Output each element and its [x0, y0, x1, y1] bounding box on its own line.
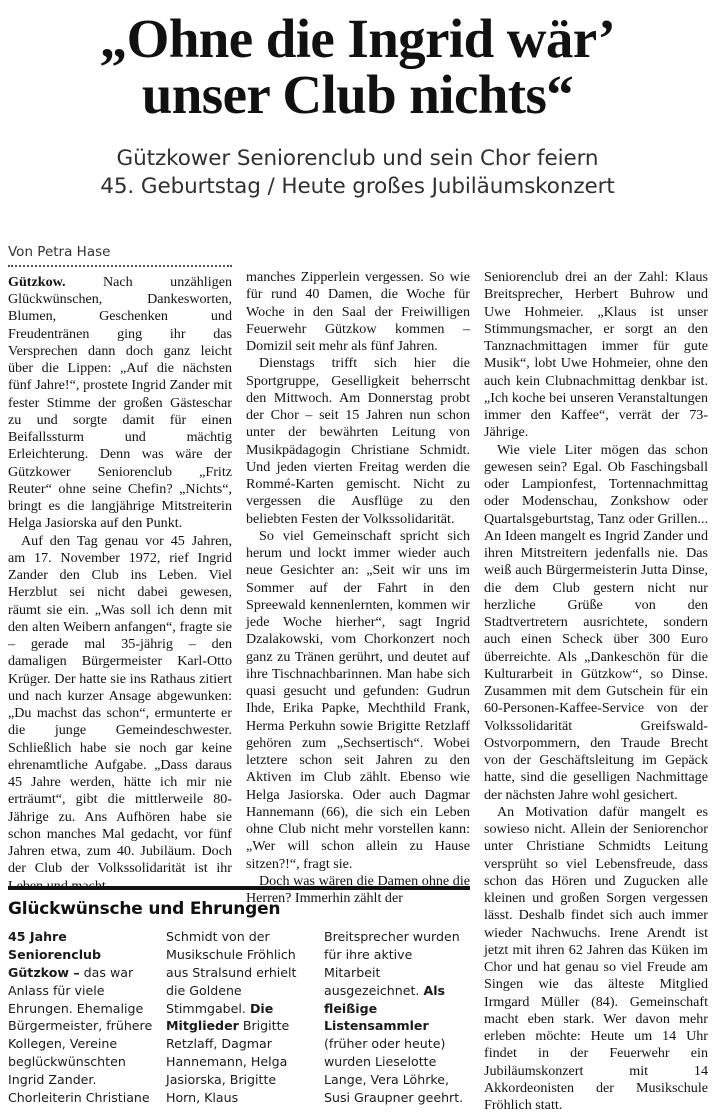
- column-top-spacer: [246, 244, 470, 269]
- column-top-spacer: [484, 244, 708, 269]
- paragraph: Auf den Tag genau vor 45 Jahren, am 17. November 1972, rief Ingrid Zander den Club ins Leben. Viel Herzblut sei nicht dabei gewesen, räumt sie ein. „Was soll ich denn mit den alten Weibern anfangen“, fragte sie – gerade mal 35-jährig – den damaligen Bürgermeister Karl-Otto Krüger. Der hatte sie ins Rathaus zitiert und nach kurzer Ansage abgewunken: „Du machst das schon“, ermunterte er die junge Gemeindeschwester. Schließlich habe sie noch gar keine ehrenamtliche Aufgabe. „Dass daraus 45 Jahre werden, hätte ich mir nie erträumt“, gibt die mittlerweile 80-Jährige zu. Ans Aufhören habe sie schon manches Mal gedacht, vor fünf Jahren etwa, zum 40. Jubiläum. Doch der Club der Volkssolidarität ist ihr Leben und macht: [8, 532, 232, 894]
- infobox-column-1: [8, 928, 153, 1107]
- article-subheadline: [30, 145, 685, 201]
- infobox-text-1: das war Anlass für viele Ehrungen. Ehemalige Bürgermeister, frühere Kollegen, Vereine beglückwünschten Ingrid Zander. Chorleiterin Christiane: [8, 964, 153, 1105]
- infobox-text-2a: Schmidt von der Musikschule Fröhlich aus Stralsund erhielt die Goldene Stimmgabel.: [166, 929, 297, 1016]
- infobox-column-3: [324, 928, 469, 1107]
- paragraph: manches Zipperlein vergessen. So wie für rund 40 Damen, die Woche für Woche in den Saal der Freiwilligen Feuerwehr Gützkow kommen – Domizil seit mehr als fünf Jahren.: [246, 269, 470, 354]
- subheadline-line-1: Gützkower Seniorenclub und sein Chor feiern: [116, 145, 599, 171]
- infobox-lead-2: Die Mitglieder: [166, 1000, 274, 1034]
- paragraph: Dienstags trifft sich hier die Sportgruppe, Geselligkeit beherrscht den Mittwoch. Am Donnerstag probt der Chor – seit 15 Jahren nun schon unter der bewährten Leitung von Musikpädagogin Christiane Schmidt. Und jeden vierten Freitag werden die Rommé-Karten gemischt. Nicht zu vergessen die Ausflüge zu den beliebten Festen der Volkssolidarität.: [246, 355, 470, 527]
- infobox-top-rule: [8, 886, 470, 890]
- paragraph-text: Nach unzähligen Glückwünschen, Dankesworten, Blumen, Geschenken und Freudentränen ging ihr das Versprechen dann doch ganz leicht über die Lippen: „Auf die nächsten fünf Jahre!“, prostete Ingrid Zander mit fester Stimme der großen Gästeschar zu und sorgte damit für einen Beifallssturm und mächtig Erleichterung. Denn was wäre der Gützkower Seniorenclub „Fritz Reuter“ ohne seine Chefin? „Nichts“, bringt es die langjährige Mitstreiterin Helga Jasiorska auf den Punkt.: [8, 273, 232, 532]
- byline-dotted-divider: [8, 265, 232, 267]
- headline-line-1: „Ohne die Ingrid wär’: [99, 8, 616, 69]
- paragraph: Wie viele Liter mögen das schon gewesen sein? Egal. Ob Faschingsball oder Lampionfest, Tortennachmittag oder Modenschau, Zonkshow oder Quartalsgeburtstag, Tanz oder Grillen... An Ideen mangelt es Ingrid Zander und ihren Mitstreitern jedenfalls nie. Das weiß auch Bürgermeisterin Jutta Dinse, die dem Club gestern nicht nur herzliche Grüße von den Stadtvertretern ausrichtete, sondern auch einen Scheck über 300 Euro überreichte. Als „Dankeschön für die Kulturarbeit in Gützkow“, so Dinse. Zusammen mit dem Gutschein für ein 60-Personen-Kaffee-Service von der Volkssolidarität Greifswald-Ostvorpommern, den Traude Brecht von der Geschäftsleitung im Gepäck hatte, sind die geselligen Nachmittage der nächsten Jahre wohl gesichert.: [484, 441, 708, 803]
- infobox-columns: [8, 928, 470, 1107]
- paragraph: So viel Gemeinschaft spricht sich herum und lockt immer wieder auch neue Gesichter an: „Seit wir uns im Sommer auf der Fahrt in den Spreewald kennenlernten, kommen wir jede Woche hierher“, sagt Ingrid Dzalakowski, vom Chorkonzert noch ganz zu Tränen gerührt, und deutet auf ihre Tischnachbarinnen. Man habe sich quasi gesucht und gefunden: Gudrun Ihde, Erika Papke, Mechthild Frank, Herma Perkuhn sowie Brigitte Retzlaff gehören zum „Sechsertisch“. Wobei letztere schon seit Jahren zu den Aktiven im Club zählt. Ebenso wie Helga Jasiorska. Oder auch Dagmar Hannemann (66), die sich ein Leben ohne Club nicht mehr vorstellen kann: „Wer will schon allein zu Hause sitzen?!“, fragt sie.: [246, 527, 470, 872]
- infobox-title: Glückwünsche und Ehrungen: [8, 899, 281, 919]
- infobox-paragraph: [166, 928, 311, 1107]
- paragraph: Doch was wären die Damen ohne die Herren? Immerhin zählt der: [246, 872, 470, 906]
- infobox-column-2: [166, 928, 311, 1107]
- headline-line-2: unser Club nichts“: [141, 64, 574, 126]
- infobox-text-3b: (früher oder heute) wurden Lieselotte Lange, Vera Löhrke, Susi Graupner geehrt.: [324, 1036, 464, 1105]
- infobox-lead-3: Als fleißige Listensammler: [324, 982, 446, 1034]
- article-byline: Von Petra Hase: [8, 244, 111, 260]
- infobox-text-3a: Breitsprecher wurden für ihre aktive Mitarbeit ausgezeichnet.: [324, 929, 460, 998]
- column-3-text: [484, 269, 708, 1114]
- dateline: Gützkow.: [8, 273, 66, 290]
- paragraph: [8, 274, 232, 533]
- article-headline: [14, 0, 701, 126]
- article-column-3: [484, 244, 708, 1114]
- infobox-paragraph: [324, 928, 469, 1107]
- infobox-text-2b: Brigitte Retzlaff, Dagmar Hannemann, Helga Jasiorska, Brigitte Horn, Klaus: [166, 1018, 290, 1105]
- infobox-paragraph: [8, 928, 153, 1107]
- column-1-text: [8, 274, 232, 895]
- infobox: [8, 886, 470, 1107]
- paragraph: Seniorenclub drei an der Zahl: Klaus Breitsprecher, Herbert Buhrow und Uwe Hohmeier. „Klaus ist unser Stimmungsmacher, er sorgt an den Tanznachmittagen immer für gute Musik“, lobt Uwe Hohmeier, ohne den auch kein Clubnachmittag denkbar ist. „Ich koche bei unseren Veranstaltungen immer den Kaffee“, verrät der 73-Jährige.: [484, 269, 708, 441]
- paragraph: An Motivation dafür mangelt es sowieso nicht. Allein der Seniorenchor unter Christiane Schmidts Leitung versprüht so viel Lebensfreude, dass schon das Hören und Zugucken alle kleinen und großen Sorgen vergessen lässt. Deshalb findet sich auch immer wieder Nachwuchs. Irene Arendt ist jetzt mit ihren 62 Jahren das Küken im Chor und hat genau so viel Freude am Singen wie das älteste Mitglied Irmgard Müller (84). Gemeinschaft macht eben stark. Wer davon mehr erleben möchte: Heute um 14 Uhr findet in der Feuerwehr ein Jubiläumskonzert mit 14 Akkordeonisten der Musikschule Fröhlich statt.: [484, 803, 708, 1113]
- subheadline-line-2: 45. Geburtstag / Heute großes Jubiläumskonzert: [100, 173, 615, 199]
- column-2-text: [246, 269, 470, 907]
- infobox-lead-1: 45 Jahre Seniorenclub Gützkow –: [8, 929, 102, 980]
